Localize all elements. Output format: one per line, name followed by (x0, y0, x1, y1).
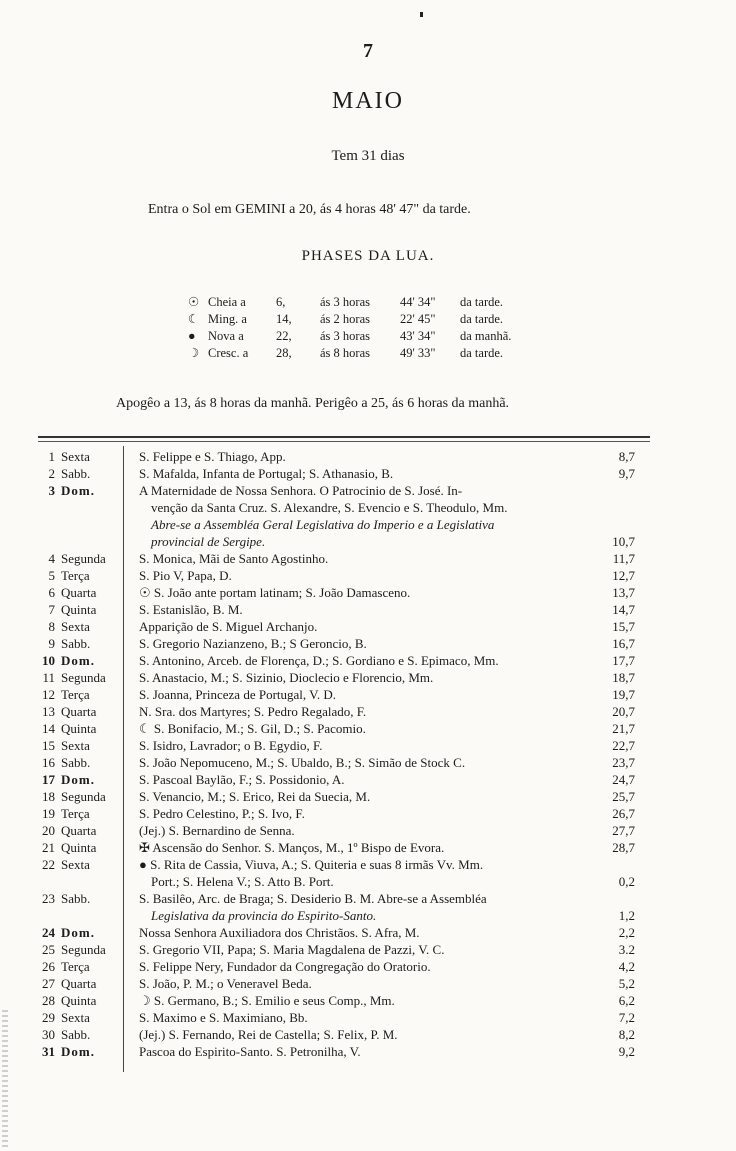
new-moon-icon: ● (188, 329, 196, 343)
weekday: Terça (61, 806, 90, 821)
saints-text: (Jej.) S. Bernardino de Senna. (139, 823, 295, 838)
saints-line (139, 448, 635, 465)
saints-cell (127, 584, 635, 601)
calendar-row (38, 703, 652, 720)
weekday: Sabb. (61, 891, 91, 906)
day-number: 30 (42, 1027, 55, 1042)
saints-line (139, 788, 635, 805)
weekday: Segunda (61, 789, 106, 804)
moon-age-value: 13,7 (612, 585, 635, 600)
moon-age-value: 6,2 (618, 993, 635, 1008)
moon-age-value: 11,7 (612, 551, 635, 566)
day-number: 14 (42, 721, 55, 736)
weekday: Sabb. (61, 466, 91, 481)
moon-age-value (597, 890, 635, 907)
saints-text: N. Sra. dos Martyres; S. Pedro Regalado, F. (139, 704, 367, 719)
day-number: 21 (42, 840, 55, 855)
saints-line (139, 533, 635, 550)
saints-text: S. Joanna, Princeza de Portugal, V. D. (139, 687, 337, 702)
calendar-row (38, 686, 652, 703)
saints-cell (127, 839, 635, 856)
weekday: Dom. (61, 772, 95, 787)
saints-line (139, 941, 635, 958)
moon-age-value: 28,7 (612, 840, 635, 855)
moon-age-value: 2,2 (618, 925, 635, 940)
weekday: Quinta (61, 721, 97, 736)
moon-age-value: 7,2 (618, 1010, 635, 1025)
weekday: Dom. (61, 653, 95, 668)
weekday: Sabb. (61, 755, 91, 770)
saints-cell (127, 550, 635, 567)
moon-age-value: 10,7 (612, 534, 635, 549)
calendar-row (38, 1043, 652, 1060)
saints-line (139, 992, 635, 1009)
saints-line (139, 839, 635, 856)
moon-age-value: 22,7 (612, 738, 635, 753)
saints-cell (127, 941, 635, 958)
saints-text: Legislativa da provincia do Espirito-Santo. (151, 908, 377, 923)
calendar-table (38, 448, 652, 1060)
saints-text: ☽ S. Germano, B.; S. Emilio e seus Comp., Mm. (139, 993, 395, 1008)
saints-text: Apparição de S. Miguel Archanjo. (139, 619, 318, 634)
saints-cell (127, 1043, 635, 1060)
saints-line (139, 771, 635, 788)
moon-age-value (597, 499, 635, 516)
saints-line (139, 822, 635, 839)
saints-text: S. Gregorio VII, Papa; S. Maria Magdalena de Pazzi, V. C. (139, 942, 445, 957)
saints-cell (127, 737, 635, 754)
saints-line (139, 924, 635, 941)
weekday: Quarta (61, 704, 97, 719)
saints-cell (127, 1026, 635, 1043)
weekday: Sabb. (61, 636, 91, 651)
saints-line (139, 890, 635, 907)
saints-line (139, 754, 635, 771)
day-number: 15 (42, 738, 55, 753)
weekday: Sexta (61, 619, 90, 634)
weekday: Sabb. (61, 1027, 91, 1042)
calendar-row (38, 788, 652, 805)
saints-line (139, 686, 635, 703)
moon-age-value: 27,7 (612, 823, 635, 838)
saints-cell (127, 703, 635, 720)
moon-age-value: 0,2 (618, 874, 635, 889)
saints-text: S. Estanislão, B. M. (139, 602, 243, 617)
saints-text: venção da Santa Cruz. S. Alexandre, S. Evencio e S. Theodulo, Mm. (151, 500, 508, 515)
saints-cell (127, 890, 635, 924)
moon-age-value: 5,2 (618, 976, 635, 991)
moon-age-value: 3.2 (618, 942, 635, 957)
saints-cell (127, 856, 635, 890)
saints-line (139, 482, 635, 499)
saints-text: S. Venancio, M.; S. Erico, Rei da Suecia, M. (139, 789, 371, 804)
moon-age-value: 15,7 (612, 619, 635, 634)
saints-line (139, 499, 635, 516)
day-number: 6 (48, 585, 55, 600)
days-count: Tem 31 dias (331, 148, 405, 164)
saints-line (139, 584, 635, 601)
day-number: 2 (48, 466, 55, 481)
saints-cell (127, 448, 635, 465)
calendar-row (38, 805, 652, 822)
calendar-row (38, 839, 652, 856)
saints-text: S. Basilêo, Arc. de Braga; S. Desiderio B. M. Abre-se a Assembléa (139, 891, 487, 906)
moon-phases-list (188, 294, 511, 362)
weekday: Quarta (61, 976, 97, 991)
binding-edge-marks (2, 1010, 8, 1150)
moon-age-value: 12,7 (612, 568, 635, 583)
saints-text: S. Mafalda, Infanta de Portugal; S. Athanasio, B. (139, 466, 394, 481)
saints-cell (127, 754, 635, 771)
day-number: 8 (48, 619, 55, 634)
calendar-row (38, 652, 652, 669)
waning-moon-icon: ☾ (188, 312, 200, 326)
saints-text: S. Pedro Celestino, P.; S. Ivo, F. (139, 806, 305, 821)
day-number: 4 (48, 551, 55, 566)
weekday: Terça (61, 959, 90, 974)
weekday: Segunda (61, 551, 106, 566)
calendar-row (38, 1009, 652, 1026)
saints-cell (127, 618, 635, 635)
moon-age-value: 18,7 (612, 670, 635, 685)
calendar-row (38, 822, 652, 839)
day-number: 13 (42, 704, 55, 719)
day-number: 23 (42, 891, 55, 906)
day-number: 10 (42, 653, 55, 668)
day-number: 26 (42, 959, 55, 974)
calendar-row (38, 618, 652, 635)
saints-text: A Maternidade de Nossa Senhora. O Patrocinio de S. José. In- (139, 483, 463, 498)
day-number: 18 (42, 789, 55, 804)
day-number: 29 (42, 1010, 55, 1025)
saints-text: Nossa Senhora Auxiliadora dos Christãos. S. Afra, M. (139, 925, 420, 940)
moon-age-value: 9,7 (618, 466, 635, 481)
apogee-perigee-line: Apogêo a 13, ás 8 horas da manhã. Perigêo a 25, ás 6 horas da manhã. (116, 396, 510, 411)
saints-cell (127, 975, 635, 992)
saints-cell (127, 720, 635, 737)
saints-cell (127, 567, 635, 584)
saints-cell (127, 958, 635, 975)
saints-text: S. Felippe Nery, Fundador da Congregação do Oratorio. (139, 959, 431, 974)
saints-text: ● S. Rita de Cassia, Viuva, A.; S. Quiteria e suas 8 irmãs Vv. Mm. (139, 857, 484, 872)
moon-age-value: 19,7 (612, 687, 635, 702)
calendar-row (38, 550, 652, 567)
day-number: 22 (42, 857, 55, 872)
saints-line (139, 703, 635, 720)
moon-age-value: 16,7 (612, 636, 635, 651)
moon-age-value: 17,7 (612, 653, 635, 668)
saints-text: Port.; S. Helena V.; S. Atto B. Port. (151, 874, 334, 889)
day-number: 12 (42, 687, 55, 702)
day-number: 1 (48, 449, 55, 464)
print-speck (420, 12, 423, 17)
day-number: 5 (48, 568, 55, 583)
saints-cell (127, 1009, 635, 1026)
saints-cell (127, 992, 635, 1009)
full-moon-icon: ☉ (188, 295, 200, 309)
weekday: Segunda (61, 942, 106, 957)
saints-text: S. Anastacio, M.; S. Sizinio, Dioclecio e Florencio, Mm. (139, 670, 434, 685)
weekday: Dom. (61, 925, 95, 940)
saints-cell (127, 805, 635, 822)
moon-age-value: 20,7 (612, 704, 635, 719)
saints-text: provincial de Sergipe. (151, 534, 266, 549)
saints-line (139, 856, 635, 873)
weekday: Sexta (61, 1010, 90, 1025)
phase-waning: ☾ Ming. a 14, ás 2 horas 22' 45" da tarde. (188, 312, 504, 326)
day-number: 25 (42, 942, 55, 957)
saints-text: S. Gregorio Nazianzeno, B.; S Geroncio, B. (139, 636, 367, 651)
saints-text: S. João Nepomuceno, M.; S. Ubaldo, B.; S. Simão de Stock C. (139, 755, 466, 770)
saints-line (139, 635, 635, 652)
saints-line (139, 1009, 635, 1026)
moon-age-value (597, 482, 635, 499)
saints-text: ☾ S. Bonifacio, M.; S. Gil, D.; S. Pacomio. (139, 721, 366, 736)
weekday: Dom. (61, 483, 95, 498)
saints-line (139, 567, 635, 584)
saints-cell (127, 924, 635, 941)
saints-text: S. Felippe e S. Thiago, App. (139, 449, 286, 464)
saints-text: S. Monica, Mãi de Santo Agostinho. (139, 551, 329, 566)
saints-text: S. Antonino, Arceb. de Florença, D.; S. Gordiano e S. Epimaco, Mm. (139, 653, 499, 668)
calendar-row (38, 465, 652, 482)
saints-line (139, 601, 635, 618)
day-number: 17 (42, 772, 55, 787)
calendar-row (38, 1026, 652, 1043)
moon-phases-title: PHASES DA LUA. (301, 248, 435, 264)
saints-line (139, 958, 635, 975)
weekday: Sexta (61, 857, 90, 872)
saints-line (139, 669, 635, 686)
day-number: 20 (42, 823, 55, 838)
page-number: 7 (363, 40, 373, 62)
saints-line (139, 737, 635, 754)
moon-age-value: 8,7 (618, 449, 635, 464)
calendar-row (38, 720, 652, 737)
saints-cell (127, 482, 635, 550)
calendar-row (38, 771, 652, 788)
saints-cell (127, 822, 635, 839)
saints-cell (127, 669, 635, 686)
moon-age-value: 4,2 (618, 959, 635, 974)
day-number: 7 (48, 602, 55, 617)
saints-line (139, 720, 635, 737)
calendar-row (38, 754, 652, 771)
day-number: 11 (42, 670, 55, 685)
saints-cell (127, 788, 635, 805)
calendar-row (38, 958, 652, 975)
day-number: 24 (42, 925, 55, 940)
sun-entry-line: Entra o Sol em GEMINI a 20, ás 4 horas 48' 47" da tarde. (148, 202, 471, 217)
moon-age-value (597, 856, 635, 873)
calendar-row (38, 941, 652, 958)
saints-cell (127, 686, 635, 703)
moon-age-value: 1,2 (618, 908, 635, 923)
moon-age-value: 24,7 (612, 772, 635, 787)
calendar-row (38, 669, 652, 686)
weekday: Terça (61, 687, 90, 702)
saints-line (139, 907, 635, 924)
calendar-row (38, 584, 652, 601)
phase-waxing: ☽ Cresc. a 28, ás 8 horas 49' 33" da tarde. (188, 346, 504, 360)
weekday: Quarta (61, 585, 97, 600)
table-top-rule-thin (38, 441, 650, 442)
moon-age-value: 21,7 (612, 721, 635, 736)
calendar-row (38, 448, 652, 465)
month-title: MAIO (332, 88, 404, 114)
moon-age-value (597, 516, 635, 533)
saints-text: Pascoa do Espirito-Santo. S. Petronilha, V. (139, 1044, 361, 1059)
moon-age-value: 25,7 (612, 789, 635, 804)
saints-line (139, 618, 635, 635)
moon-age-value: 8,2 (618, 1027, 635, 1042)
calendar-row (38, 924, 652, 941)
day-number: 16 (42, 755, 55, 770)
calendar-row (38, 567, 652, 584)
moon-age-value: 23,7 (612, 755, 635, 770)
saints-text: S. Pio V, Papa, D. (139, 568, 232, 583)
saints-line (139, 975, 635, 992)
weekday: Sexta (61, 738, 90, 753)
saints-text: ☉ S. João ante portam latinam; S. João Damasceno. (139, 585, 411, 600)
calendar-row (38, 601, 652, 618)
calendar-row (38, 890, 652, 924)
saints-cell (127, 601, 635, 618)
weekday: Quinta (61, 602, 97, 617)
calendar-row (38, 856, 652, 890)
saints-text: (Jej.) S. Fernando, Rei de Castella; S. Felix, P. M. (139, 1027, 398, 1042)
saints-text: S. Isidro, Lavrador; o B. Egydio, F. (139, 738, 323, 753)
day-number: 19 (42, 806, 55, 821)
saints-line (139, 1043, 635, 1060)
saints-cell (127, 635, 635, 652)
saints-text: S. João, P. M.; o Veneravel Beda. (139, 976, 312, 991)
saints-cell (127, 652, 635, 669)
moon-age-value: 9,2 (618, 1044, 635, 1059)
saints-line (139, 516, 635, 533)
table-top-rule (38, 436, 650, 438)
saints-text: S. Maximo e S. Maximiano, Bb. (139, 1010, 308, 1025)
day-number: 28 (42, 993, 55, 1008)
moon-age-value: 26,7 (612, 806, 635, 821)
weekday: Quarta (61, 823, 97, 838)
saints-line (139, 652, 635, 669)
saints-line (139, 805, 635, 822)
saints-text: S. Pascoal Baylão, F.; S. Possidonio, A. (139, 772, 345, 787)
day-number: 9 (48, 636, 55, 651)
saints-line (139, 1026, 635, 1043)
weekday: Quinta (61, 840, 97, 855)
saints-line (139, 465, 635, 482)
weekday: Sexta (61, 449, 90, 464)
phase-full: ☉ Cheia a 6, ás 3 horas 44' 34" da tarde. (188, 295, 504, 309)
moon-age-value: 14,7 (612, 602, 635, 617)
weekday: Dom. (61, 1044, 95, 1059)
day-number: 3 (48, 483, 55, 498)
day-number: 31 (42, 1044, 55, 1059)
calendar-row (38, 992, 652, 1009)
day-number: 27 (42, 976, 55, 991)
weekday: Segunda (61, 670, 106, 685)
calendar-row (38, 975, 652, 992)
calendar-row (38, 635, 652, 652)
calendar-row (38, 737, 652, 754)
calendar-row (38, 482, 652, 550)
weekday: Terça (61, 568, 90, 583)
phase-new: ● Nova a 22, ás 3 horas 43' 34" da manhã. (188, 329, 512, 343)
waxing-moon-icon: ☽ (188, 346, 200, 360)
saints-cell (127, 465, 635, 482)
saints-cell (127, 771, 635, 788)
weekday: Quinta (61, 993, 97, 1008)
saints-line (139, 550, 635, 567)
saints-text: ✠ Ascensão do Senhor. S. Manços, M., 1º Bispo de Evora. (139, 840, 445, 855)
saints-text: Abre-se a Assembléa Geral Legislativa do Imperio e a Legislativa (151, 517, 495, 532)
saints-line (139, 873, 635, 890)
